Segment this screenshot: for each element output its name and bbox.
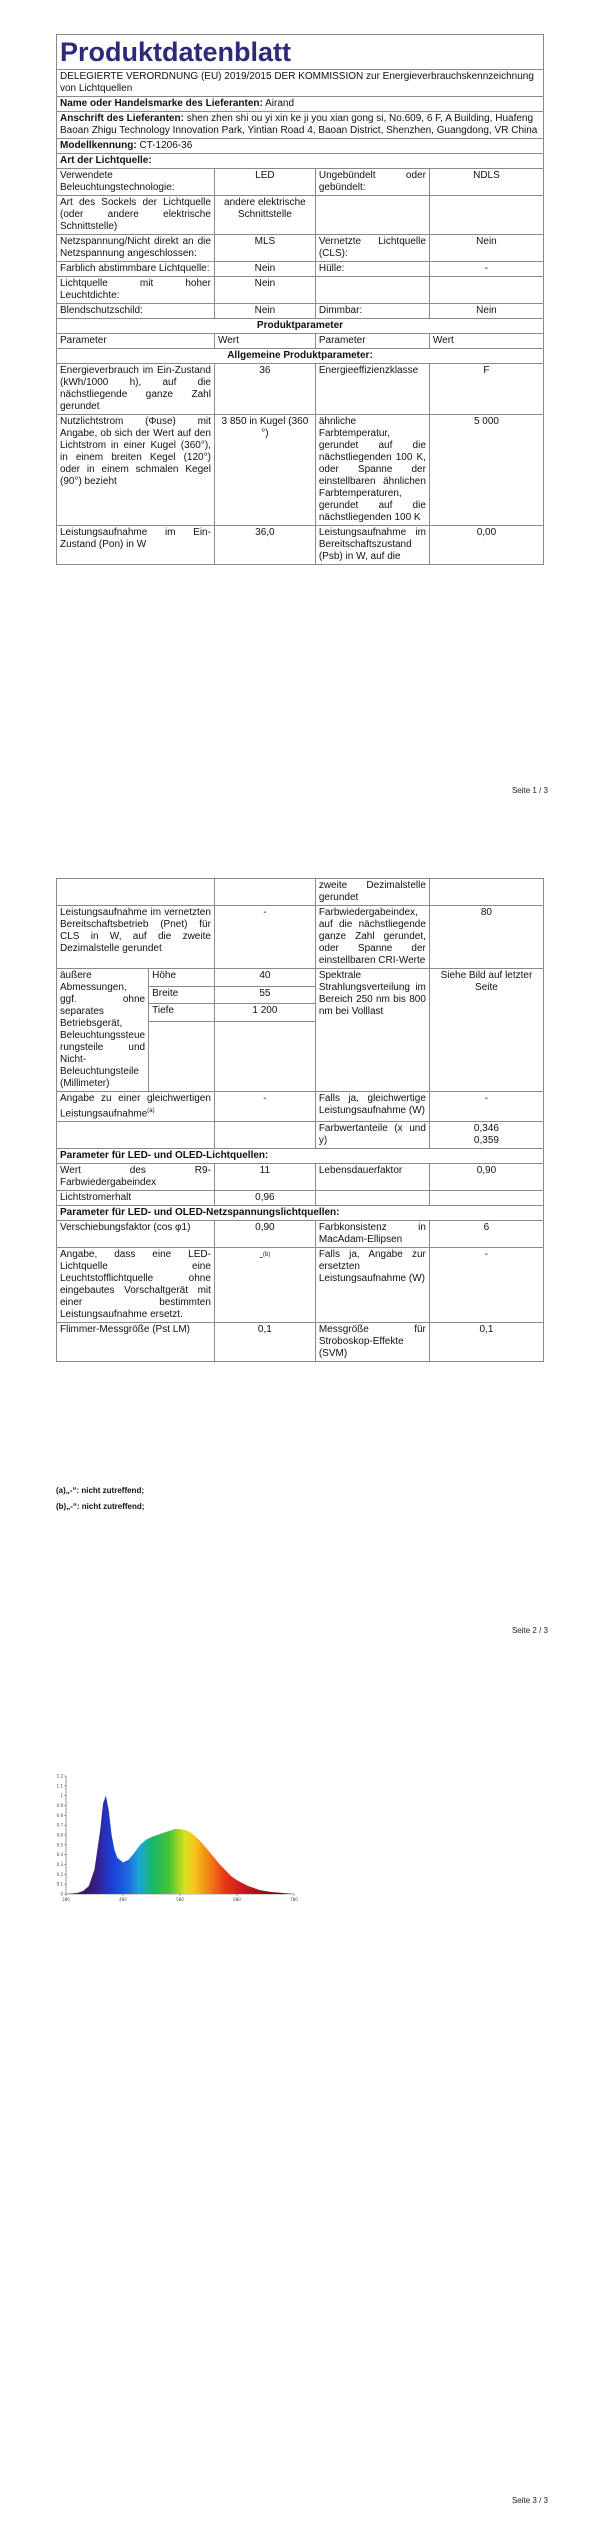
equivalent-power-label: Angabe zu einer gleichwertigen Leistungsaufnahme (60, 1093, 211, 1120)
table-cell-empty (315, 1191, 429, 1206)
table-cell-label (315, 196, 429, 235)
table-cell-value: Nein (429, 304, 543, 319)
table-cell-value: 3 850 in Kugel (360 °) (214, 415, 315, 526)
table-cell-label: Energieverbrauch im Ein-Zustand (kWh/1000 h), auf die nächstliegende ganze Zahl gerundet (57, 364, 215, 415)
table-cell-value: 5 000 (429, 415, 543, 526)
table-cell-value: 0,1 (429, 1323, 543, 1362)
page-footer: Seite 1 / 3 (511, 786, 548, 795)
y-tick-label: 0.9 (56, 1803, 63, 1808)
y-tick-label: 0.3 (56, 1862, 63, 1867)
datasheet-table-page-1 (56, 34, 544, 565)
table-cell-label: Falls ja, gleichwertige Leistungsaufnahme (W) (315, 1092, 429, 1122)
footnote-marker: (b) (262, 1252, 271, 1259)
table-cell-label: Verschiebungsfaktor (cos φ1) (57, 1221, 215, 1248)
table-cell-label: Angabe, dass eine LED-Lichtquelle eine Leuchtstofflichtquelle ohne eingebautes Vorschaltgerät mit einer bestimmten Leistungsaufnahme ersetzt. (57, 1248, 215, 1323)
supplier-name-label: Name oder Handelsmarke des Lieferanten: (60, 98, 263, 109)
y-tick-label: 0.2 (56, 1871, 63, 1877)
table-cell-label: Lebensdauerfaktor (315, 1164, 429, 1191)
column-header-value: Wert (429, 334, 543, 349)
table-cell-label: Falls ja, Angabe zur ersetzten Leistungsaufnahme (W) (315, 1248, 429, 1323)
spectral-distribution-label: Spektrale Strahlungsverteilung im Bereich 250 nm bis 800 nm bei Volllast (315, 969, 429, 1092)
page-footer: Seite 3 / 3 (511, 2496, 548, 2505)
footnote-a: (a)„-“: nicht zutreffend; (56, 1486, 144, 1495)
replacement-value: - (259, 1252, 263, 1264)
table-cell-label: Flimmer-Messgröße (Pst LM) (57, 1323, 215, 1362)
table-cell-value: Nein (214, 304, 315, 319)
table-cell-empty (214, 1022, 315, 1092)
dimension-height-value: 40 (214, 969, 315, 987)
table-cell-label: Verwendete Beleuchtungstechnologie: (57, 169, 215, 196)
table-cell-label: Farbwertanteile (x und y) (315, 1122, 429, 1149)
table-cell-label: Nutzlichtstrom (Φuse) mit Angabe, ob sich der Wert auf den Lichtstrom in einer Kugel (360°), in einem breiten Kegel (120°) oder in einem schmalen Kegel (90°) bezieht (57, 415, 215, 526)
light-source-type-header: Art der Lichtquelle: (57, 154, 544, 169)
page-2 (0, 870, 596, 1660)
y-tick-label: 1.1 (56, 1783, 63, 1789)
table-cell-label: Ungebündelt oder gebündelt: (315, 169, 429, 196)
table-cell-label (57, 879, 215, 906)
page-footer: Seite 2 / 3 (511, 1626, 548, 1635)
y-tick-label: 0.4 (56, 1852, 63, 1858)
table-cell-label: Leistungsaufnahme im Bereitschaftszustand (Psb) in W, auf die (315, 526, 429, 565)
table-cell-label: Leistungsaufnahme im Ein-Zustand (Pon) in W (57, 526, 215, 565)
supplier-name-row (57, 97, 544, 112)
table-cell-value: - (214, 906, 315, 969)
table-cell-value (429, 1122, 543, 1149)
table-cell-value (214, 1248, 315, 1323)
table-cell-value: 6 (429, 1221, 543, 1248)
regulation-subtitle: DELEGIERTE VERORDNUNG (EU) 2019/2015 DER KOMMISSION zur Energieverbrauchskennzeichnung von Lichtquellen (57, 70, 544, 97)
table-cell-label: Farblich abstimmbare Lichtquelle: (57, 262, 215, 277)
y-tick-label: 0.7 (56, 1822, 63, 1828)
table-cell-value: Nein (214, 262, 315, 277)
table-cell-empty (429, 1191, 543, 1206)
table-cell-label (315, 277, 429, 304)
model-label: Modellkennung: (60, 140, 137, 151)
table-cell-value: - (429, 262, 543, 277)
table-cell-value: 0,96 (214, 1191, 315, 1206)
table-cell-label: Leistungsaufnahme im vernetzten Bereitschaftsbetrieb (Pnet) für CLS in W, auf die zweite Dezimalstelle gerundet (57, 906, 215, 969)
table-cell-value (429, 277, 543, 304)
dimension-height-label: Höhe (149, 969, 215, 987)
dimension-width-label: Breite (149, 986, 215, 1004)
y-tick-label: 0.1 (56, 1881, 63, 1887)
table-cell-value: - (214, 1092, 315, 1122)
model-value: CT-1206-36 (139, 140, 193, 151)
chromaticity-x-value: 0,346 (473, 1123, 499, 1135)
spectrum-area (66, 1796, 294, 1894)
column-header-value: Wert (214, 334, 315, 349)
table-cell-value: MLS (214, 235, 315, 262)
column-header-parameter: Parameter (57, 334, 215, 349)
dimension-depth-value: 1 200 (214, 1004, 315, 1022)
x-tick-group (60, 1891, 298, 1902)
table-cell-value (429, 879, 543, 906)
table-cell-label: Farbwiedergabeindex, auf die nächstliegende ganze Zahl gerundet, oder Spanne der einstellbaren CRI-Werte (315, 906, 429, 969)
datasheet-table-page-2 (56, 878, 544, 1362)
model-row (57, 139, 544, 154)
table-cell-value: NDLS (429, 169, 543, 196)
y-tick-group (57, 1774, 66, 1897)
column-header-parameter: Parameter (315, 334, 429, 349)
y-tick-label: 1 (60, 1793, 63, 1799)
table-cell-label: Art des Sockels der Lichtquelle (oder andere elektrische Schnittstelle) (57, 196, 215, 235)
table-cell-label: Hülle: (315, 262, 429, 277)
table-cell-label: Farbkonsistenz in MacAdam-Ellipsen (315, 1221, 429, 1248)
document-title: Produktdatenblatt (57, 35, 544, 70)
table-cell-value: - (429, 1092, 543, 1122)
table-cell-label (57, 1092, 215, 1122)
table-cell-label: ähnliche Farbtemperatur, gerundet auf die nächstliegenden 100 K, oder Spanne der einstellbaren ähnlichen Farbtemperaturen, gerundet auf die nächstliegenden 100 K (315, 415, 429, 526)
dimension-width-value: 55 (214, 986, 315, 1004)
supplier-name-value: Airand (265, 98, 294, 109)
spectrum-chart (50, 1770, 300, 1910)
table-cell-value: andere elektrische Schnittstelle (214, 196, 315, 235)
x-tick-label: 380 (62, 1897, 70, 1902)
product-parameters-header: Produktparameter (57, 319, 544, 334)
y-tick-label: 0.5 (56, 1842, 63, 1848)
table-cell-value: 0,90 (214, 1221, 315, 1248)
supplier-address-value: shen zhen shi ou yi xin ke ji you xian gong si, No.609, 6 F, A Building, Huafeng Baoan Zhigu Technology Innovation Park, Yintian Road 4, Baoan District, Shenzhen, Guangdong, VR China (60, 113, 538, 136)
supplier-address-row (57, 112, 544, 139)
table-cell-label: Lichtquelle mit hoher Leuchtdichte: (57, 277, 215, 304)
supplier-address-label: Anschrift des Lieferanten: (60, 113, 184, 124)
table-cell-label: Dimmbar: (315, 304, 429, 319)
page-3 (0, 1690, 596, 2528)
table-cell-label: Vernetzte Lichtquelle (CLS): (315, 235, 429, 262)
chromaticity-y-value: 0,359 (473, 1135, 499, 1147)
led-parameters-header: Parameter für LED- und OLED-Lichtquellen: (57, 1149, 544, 1164)
table-cell-value: - (429, 1248, 543, 1323)
table-cell-label: zweite Dezimalstelle gerundet (315, 879, 429, 906)
y-tick-label: 0.8 (56, 1812, 63, 1818)
table-cell-label: Wert des R9-Farbwiedergabeindex (57, 1164, 215, 1191)
table-cell-label: Lichtstromerhalt (57, 1191, 215, 1206)
table-cell-value: F (429, 364, 543, 415)
table-cell-value: LED (214, 169, 315, 196)
table-cell-value: 0,00 (429, 526, 543, 565)
footnote-b: (b)„-“: nicht zutreffend; (56, 1502, 145, 1511)
table-cell-value: 0,1 (214, 1323, 315, 1362)
footnote-marker: (a) (147, 1108, 155, 1114)
spectral-distribution-value: Siehe Bild auf letzter Seite (429, 969, 543, 1092)
table-cell-value: 36,0 (214, 526, 315, 565)
table-cell-value (214, 879, 315, 906)
dimension-depth-label: Tiefe (149, 1004, 215, 1022)
table-cell-empty (214, 1122, 315, 1149)
table-cell-value (429, 196, 543, 235)
page-1 (0, 0, 596, 820)
table-cell-value: Nein (429, 235, 543, 262)
table-cell-value: 36 (214, 364, 315, 415)
table-cell-value: 80 (429, 906, 543, 969)
table-cell-label: Blendschutzschild: (57, 304, 215, 319)
dimensions-label: äußere Abmessungen, ggf. ohne separates Betriebsgerät, Beleuchtungssteuerungsteile und Nicht-Beleuchtungsteile (Millimeter) (57, 969, 149, 1092)
x-tick-label: 480 (119, 1897, 127, 1902)
table-cell-value: 0,90 (429, 1164, 543, 1191)
mains-parameters-header: Parameter für LED- und OLED-Netzspannungslichtquellen: (57, 1206, 544, 1221)
table-cell-value: Nein (214, 277, 315, 304)
y-tick-label: 1.2 (56, 1773, 63, 1779)
table-cell-empty (57, 1122, 215, 1149)
y-tick-label: 0 (60, 1891, 63, 1897)
general-parameters-header: Allgemeine Produktparameter: (57, 349, 544, 364)
table-cell-label: Netzspannung/Nicht direkt an die Netzspannung angeschlossen: (57, 235, 215, 262)
table-cell-label: Energieeffizienzklasse (315, 364, 429, 415)
x-tick-label: 680 (233, 1897, 241, 1902)
table-cell-label: Messgröße für Stroboskop-Effekte (SVM) (315, 1323, 429, 1362)
y-tick-label: 0.6 (56, 1832, 63, 1838)
table-cell-empty (149, 1022, 215, 1092)
table-cell-value: 11 (214, 1164, 315, 1191)
x-tick-label: 580 (176, 1897, 184, 1902)
spectrum-chart-svg (50, 1770, 300, 1910)
x-tick-label: 780 (290, 1897, 298, 1902)
